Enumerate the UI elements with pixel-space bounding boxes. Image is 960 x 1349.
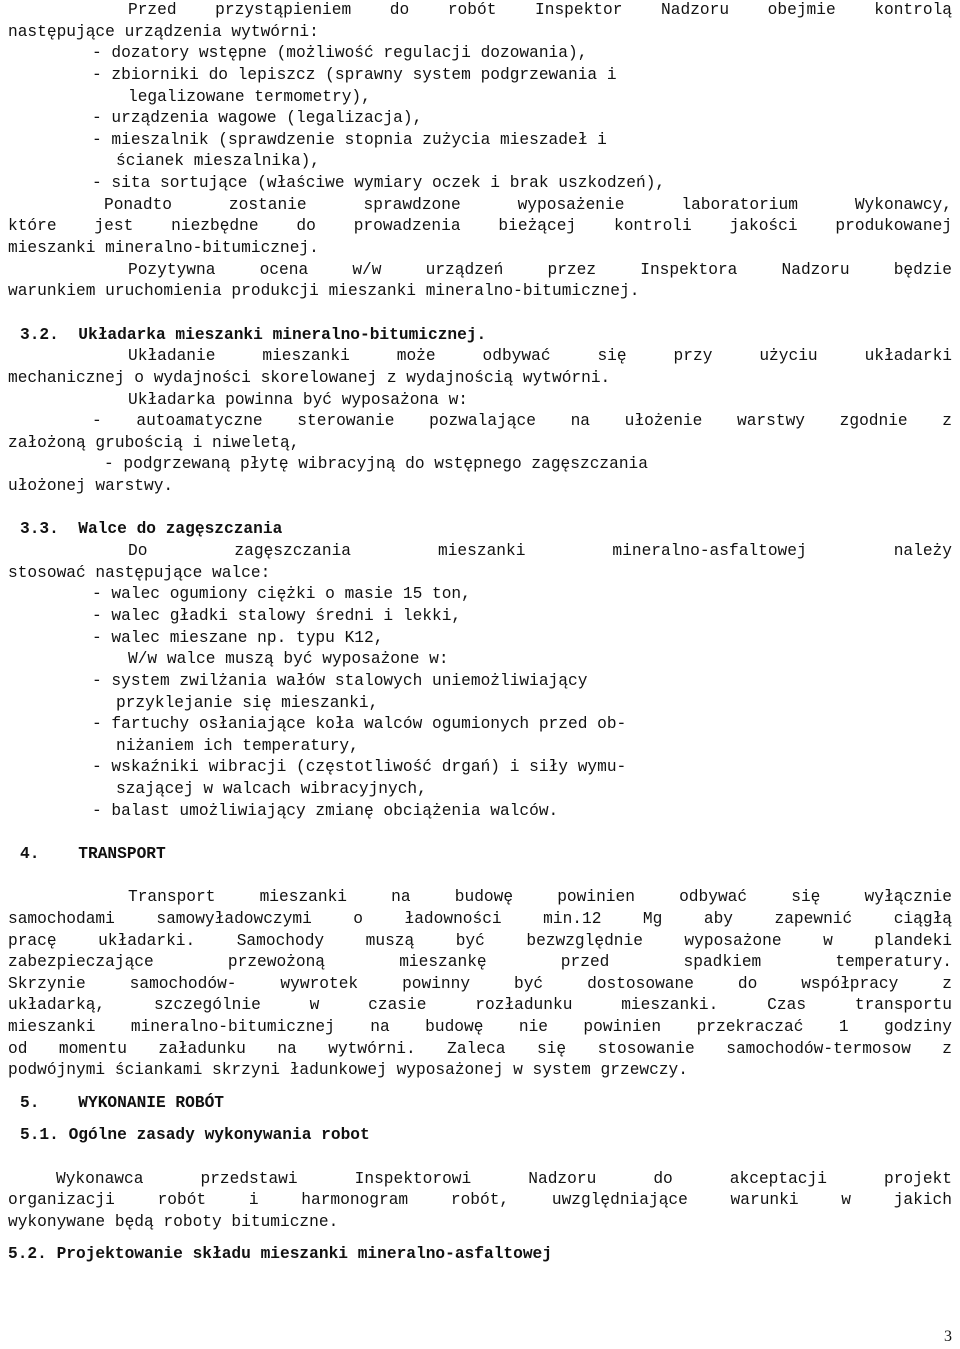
paragraph-line: Układanie mieszanki może odbywać się przy użyciu układarki [128,347,952,366]
paragraph-line: W/w walce muszą być wyposażone w: [128,650,449,669]
paragraph-line: Pozytywna ocena w/w urządzeń przez Inspektora Nadzoru będzie [128,260,952,279]
list-item: - mieszalnik (sprawdzenie stopnia zużycia mieszadeł i [92,130,607,149]
paragraph-line: stosować następujące walce: [8,563,271,582]
list-item: - sita sortujące (właściwe wymiary oczek i brak uszkodzeń), [92,174,666,193]
section-heading-3-2: 3.2. Układarka mieszanki mineralno-bitumicznej. [20,325,487,344]
page-number: 3 [944,1328,952,1345]
document-page [8,0,952,1266]
list-item: - wskaźniki wibracji (częstotliwość drgań) i siły wymu- [92,758,627,777]
list-item: - walec mieszane np. typu K12, [92,628,384,647]
list-item-continuation: ścianek mieszalnika), [116,152,320,171]
list-item-continuation: założoną grubością i niweletą, [8,433,300,452]
list-item-continuation: legalizowane termometry), [128,87,371,106]
list-item: - urządzenia wagowe (legalizacja), [92,109,423,128]
list-item: - walec gładki stalowy średni i lekki, [92,606,462,625]
list-item-continuation: ułożonej warstwy. [8,477,174,496]
list-item: - podgrzewaną płytę wibracyjną do wstępnego zagęszczania [104,455,648,474]
list-item: - fartuchy osłaniające koła walców ogumionych przed ob- [92,715,627,734]
paragraph-line: Ponadto zostanie sprawdzone wyposażenie laboratorium Wykonawcy, [104,195,952,214]
list-item-continuation: przyklejanie się mieszanki, [116,693,379,712]
list-item-continuation: szającej w walcach wibracyjnych, [116,780,427,799]
list-item-continuation: niżaniem ich temperatury, [116,736,359,755]
paragraph-line: układarką, szczególnie w czasie rozładunku mieszanki. Czas transportu [8,996,952,1015]
paragraph-line: podwójnymi ściankami skrzyni ładunkowej wyposażonej w system grzewczy. [8,1061,688,1080]
list-item: - autoamatyczne sterowanie pozwalające na ułożenie warstwy zgodnie z [92,412,952,431]
paragraph-line: warunkiem uruchomienia produkcji mieszanki mineralno-bitumicznej. [8,282,640,301]
paragraph-line: mieszanki mineralno-bitumicznej na budowę nie powinien przekraczać 1 godziny [8,1018,952,1037]
paragraph-line: Wykonawca przedstawi Inspektorowi Nadzoru do akceptacji projekt [56,1169,952,1188]
paragraph-line: od momentu załadunku na wytwórni. Zaleca się stosowanie samochodów-termosow z [8,1039,952,1058]
paragraph-line: które jest niezbędne do prowadzenia bieżącej kontroli jakości produkowanej [8,217,952,236]
section-heading-5: 5. WYKONANIE ROBÓT [20,1093,224,1112]
paragraph-line: Skrzynie samochodów- wywrotek powinny być dostosowane do współpracy z [8,974,952,993]
paragraph-line: mieszanki mineralno-bitumicznej. [8,239,319,258]
paragraph-line: Do zagęszczania mieszanki mineralno-asfaltowej należy [128,542,952,561]
list-item: - zbiorniki do lepiszcz (sprawny system podgrzewania i [92,65,617,84]
section-heading-4: 4. TRANSPORT [20,844,166,863]
paragraph-line: Transport mieszanki na budowę powinien odbywać się wyłącznie [128,888,952,907]
paragraph-line: organizacji robót i harmonogram robót, uwzględniające warunki w jakich [8,1191,952,1210]
list-item: - balast umożliwiający zmianę obciążenia walców. [92,801,559,820]
paragraph-line: pracę układarki. Samochody muszą być bezwzględnie wyposażone w plandeki [8,931,952,950]
paragraph-line: Przed przystąpieniem do robót Inspektor Nadzoru obejmie kontrolą [128,1,952,19]
paragraph-line: wykonywane będą roboty bitumiczne. [8,1212,339,1231]
list-item: - dozatory wstępne (możliwość regulacji dozowania), [92,44,588,63]
section-heading-3-3: 3.3. Walce do zagęszczania [20,520,283,539]
section-heading-5-1: 5.1. Ogólne zasady wykonywania robot [20,1126,370,1145]
list-item: - system zwilżania wałów stalowych uniemożliwiający [92,671,588,690]
paragraph-line: zabezpieczające przewożoną mieszankę przed spadkiem temperatury. [8,953,952,972]
paragraph-line: następujące urządzenia wytwórni: [8,22,319,41]
paragraph-line: Układarka powinna być wyposażona w: [128,390,468,409]
paragraph-line: samochodami samowyładowczymi o ładowności min.12 Mg aby zapewnić ciągłą [8,909,952,928]
list-item: - walec ogumiony ciężki o masie 15 ton, [92,585,471,604]
paragraph-line: mechanicznej o wydajności skorelowanej z wydajnością wytwórni. [8,368,611,387]
section-heading-5-2: 5.2. Projektowanie składu mieszanki mineralno-asfaltowej [8,1245,552,1264]
